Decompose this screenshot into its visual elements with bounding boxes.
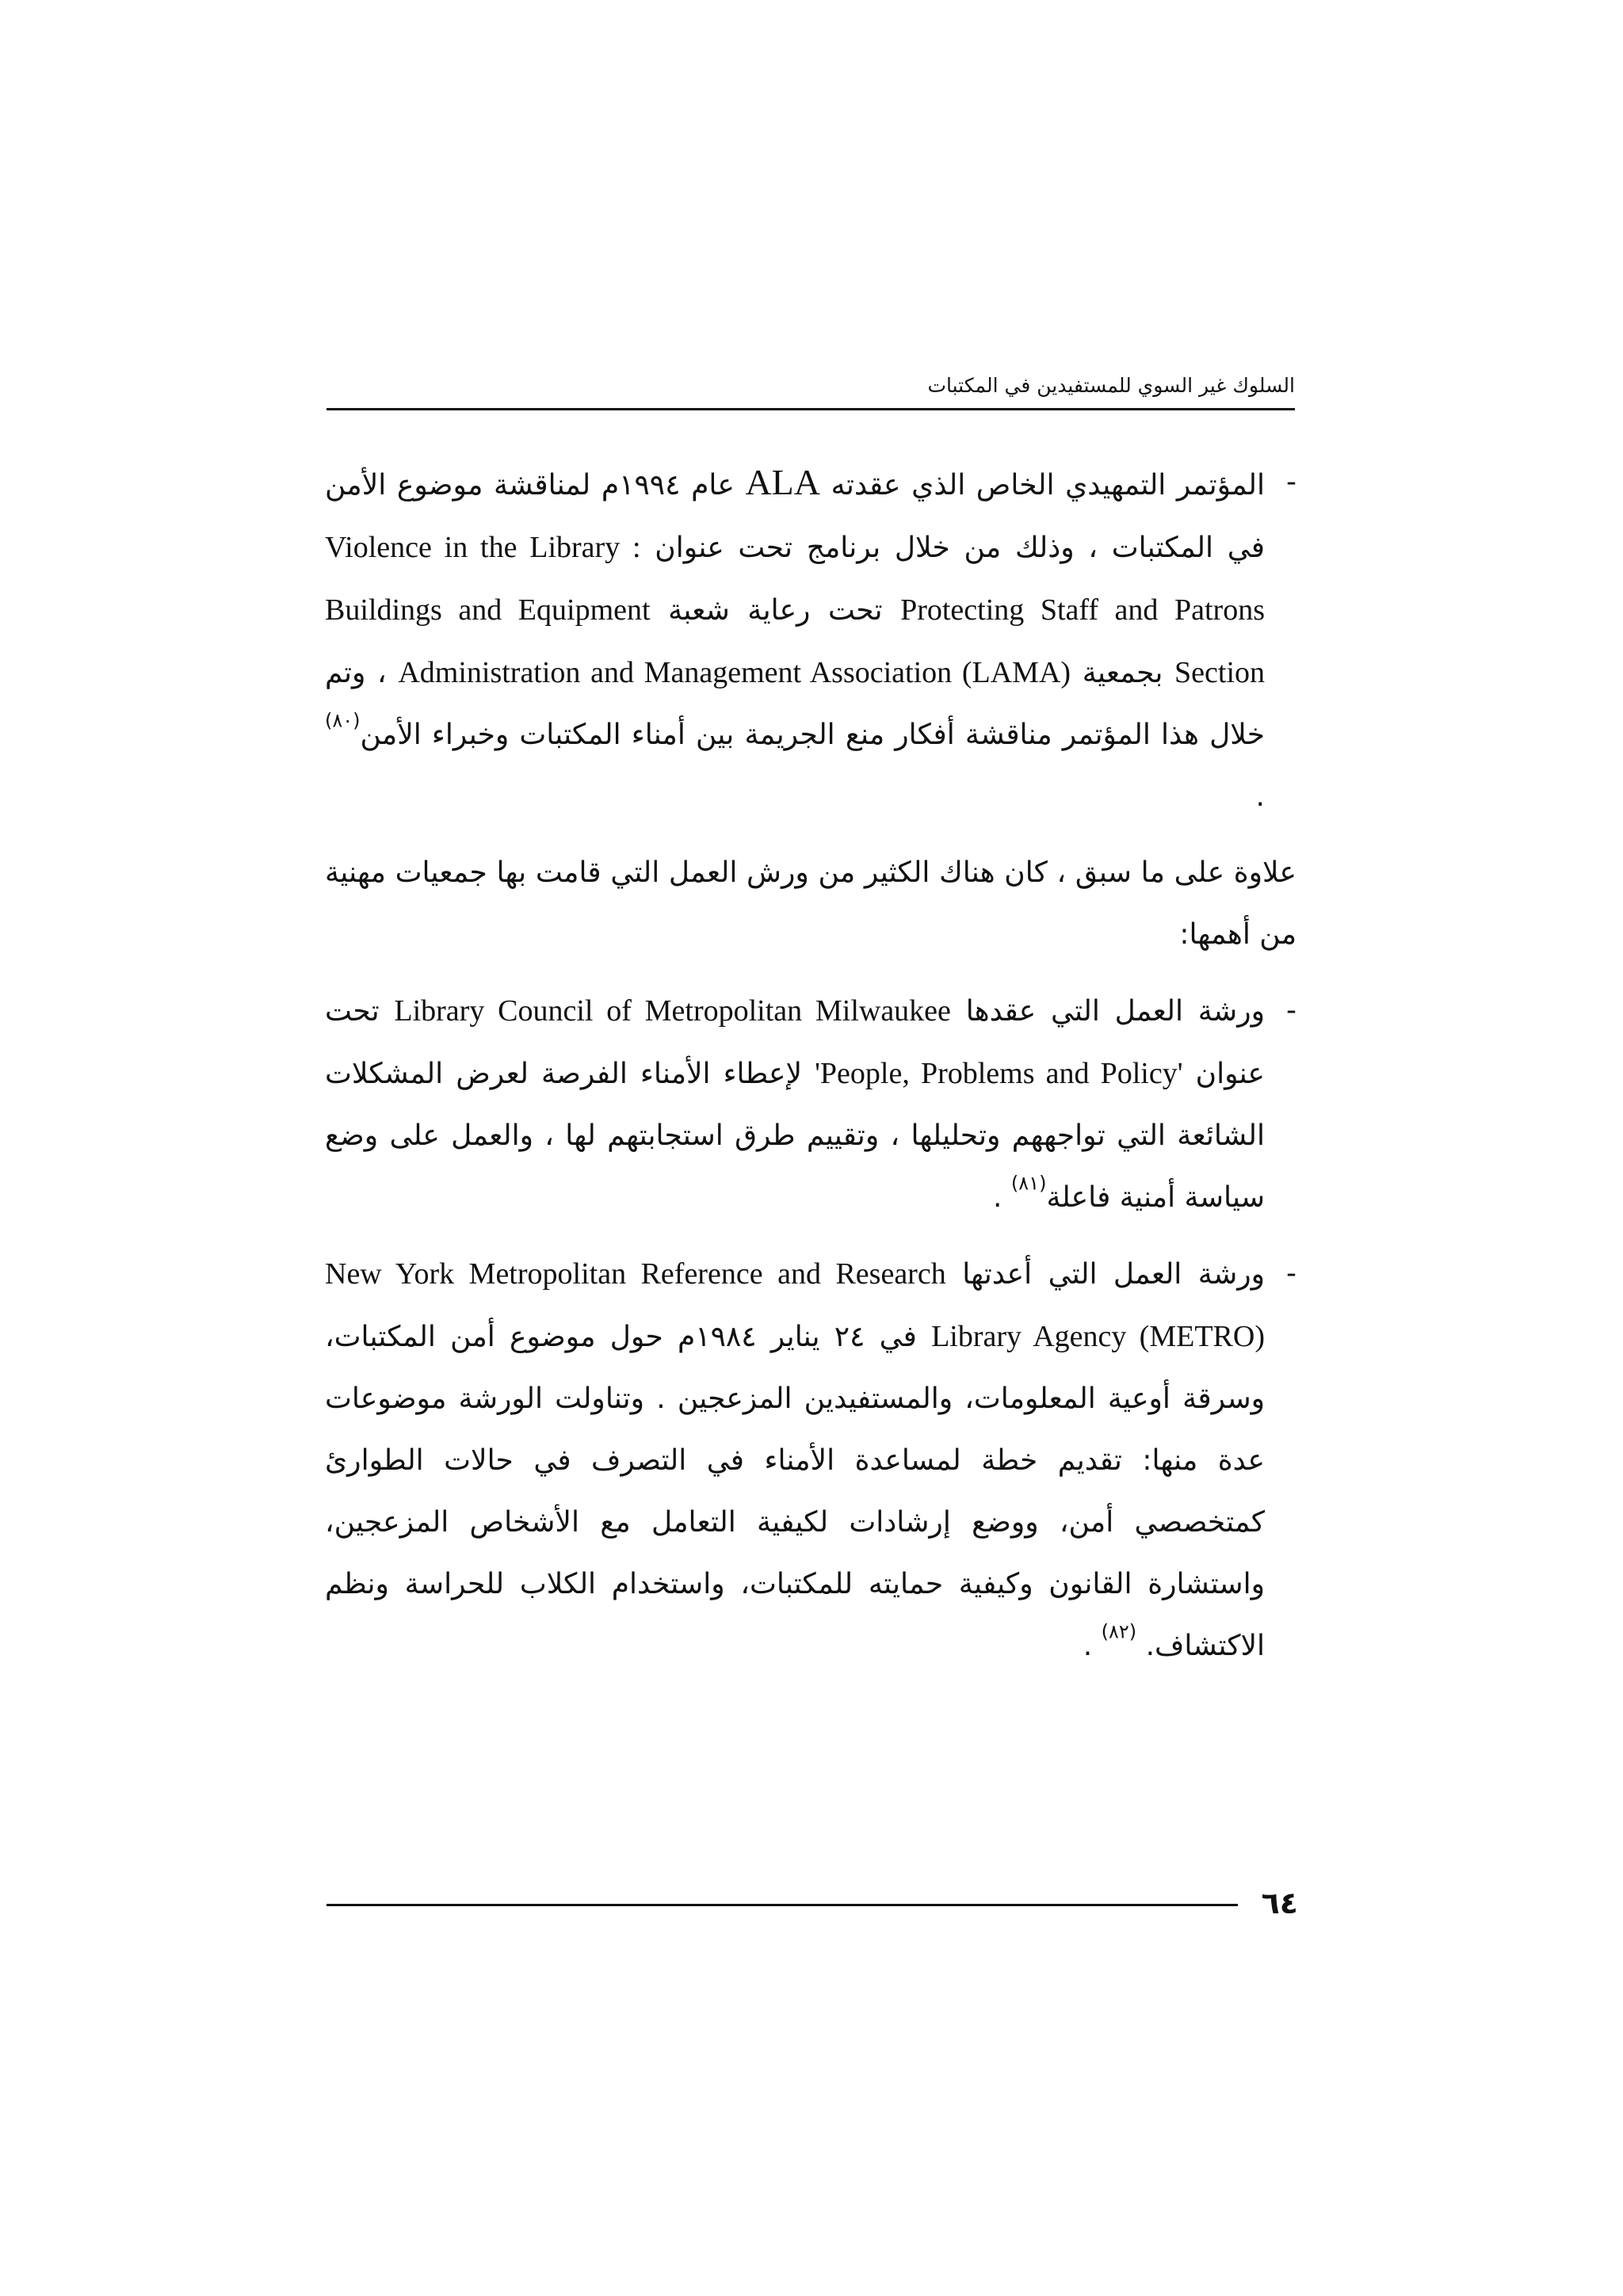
latin-text: Violence in the Library : Protecting Staff and Patrons <box>325 531 1265 627</box>
text-run: تحت رعاية شعبة <box>668 594 883 627</box>
running-header-title: السلوك غير السوي للمستفيدين في المكتبات <box>922 372 1295 399</box>
footnote-reference: (٨١) <box>1010 1172 1047 1195</box>
body-content <box>325 452 1296 1751</box>
text-run: تحت عنوان <box>325 995 1266 1090</box>
latin-text: Administration and Management Association (LAMA) <box>398 656 1071 689</box>
text-run: . <box>993 1181 1011 1214</box>
list-item-metro-workshop <box>325 1243 1296 1677</box>
footnote-reference: (٨٠) <box>325 709 361 732</box>
text-run: ، وتم خلال هذا المؤتمر مناقشة أفكار منع الجريمة بين أمناء المكتبات وخبراء الأمن <box>325 657 1265 751</box>
page-number: ٦٤ <box>1261 1886 1298 1920</box>
running-header <box>327 372 1295 410</box>
list-item-text <box>325 452 1265 828</box>
text-run: لإعطاء الأمناء الفرصة لعرض المشكلات الشائعة التي تواجههم وتحليلها ، وتقييم طرق استجابتهم لها ، والعمل على وضع سياسة أمنية فاعلة <box>325 1058 1265 1214</box>
latin-text: ALA <box>745 462 820 502</box>
paragraph-workshops-intro: علاوة على ما سبق ، كان هناك الكثير من ورش العمل التي قامت بها جمعيات مهنية من أهمها: <box>325 856 1296 951</box>
latin-text: Buildings and Equipment Section <box>325 593 1265 689</box>
text-run: . <box>1083 1630 1102 1662</box>
text-run: . <box>1255 780 1265 813</box>
text-run: المؤتمر التمهيدي الخاص الذي عقدته <box>831 469 1265 502</box>
list-dash: - <box>1286 994 1296 1027</box>
list-item-text <box>325 1243 1265 1677</box>
latin-text: 'People, Problems and Policy' <box>815 1057 1183 1090</box>
text-run: ورشة العمل التي عقدها <box>965 995 1265 1028</box>
text-run: عام ١٩٩٤م لمناقشة موضوع الأمن في المكتبات ، وذلك من خلال برنامج تحت عنوان <box>325 469 1265 564</box>
footer-rule <box>327 1904 1238 1906</box>
text-run: ورشة العمل التي أعدتها <box>962 1258 1266 1291</box>
text-run: في ٢٤ يناير ١٩٨٤م حول موضوع أمن المكتبات، وسرقة أوعية المعلومات، والمستفيدين المزعجين . وتناولت الورشة موضوعات عدة منها: تقديم خطة لمساعدة الأمناء في التصرف في حالات الطوارئ كمتخصصي أمن، ووضع إرشادات لكيفية التعامل مع الأشخاص المزعجين، واستشارة القانون وكيفية حمايته للمكتبات، واستخدام الكلاب للحراسة ونظم الاكتشاف. <box>325 1321 1265 1662</box>
latin-text: Library Council of Metropolitan Milwaukee <box>394 994 951 1028</box>
list-dash: - <box>1286 1257 1296 1290</box>
footnote-reference: (٨٢) <box>1101 1620 1137 1643</box>
list-item-text <box>325 980 1265 1229</box>
list-item-ala-conference <box>325 452 1296 828</box>
text-run: بجمعية <box>1082 657 1163 689</box>
list-item-milwaukee-workshop <box>325 980 1296 1229</box>
list-dash: - <box>1286 466 1296 498</box>
latin-text: New York Metropolitan Reference and Research Library Agency (METRO) <box>325 1257 1265 1353</box>
